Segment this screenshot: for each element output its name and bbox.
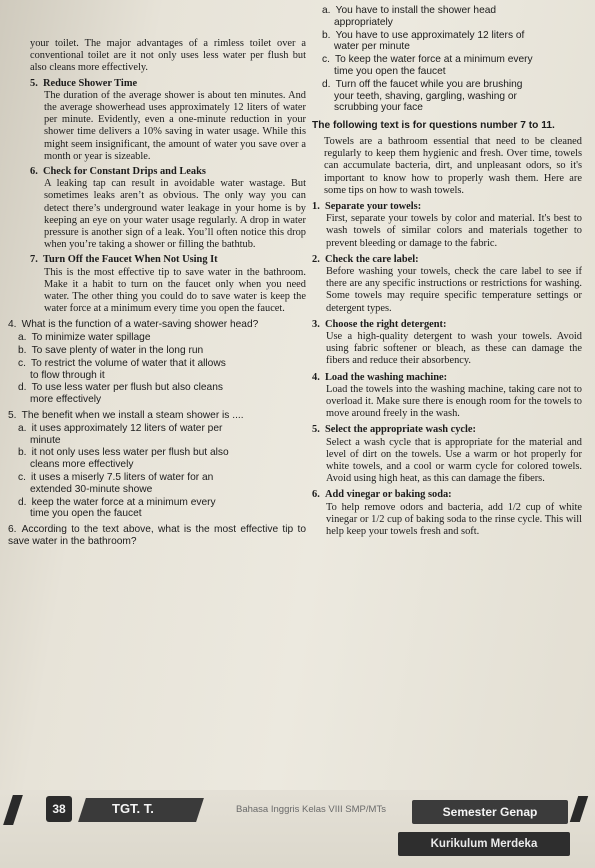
left-column bbox=[8, 38, 306, 548]
question-4-option-c-cont: to flow through it bbox=[30, 369, 105, 381]
question-6-option-b: b. You have to use approximately 12 liters of bbox=[322, 29, 525, 41]
question-5-option-a: a. it uses approximately 12 liters of water per bbox=[18, 422, 223, 434]
towel-tip-title: 4. Load the washing machine: bbox=[312, 371, 448, 383]
question-6-stem: 6. According to the text above, what is the most effective tip to save water in the bathroom? bbox=[8, 524, 306, 548]
towel-tip-5 bbox=[312, 424, 582, 485]
question-5-option-b: b. it not only uses less water per flush but also bbox=[18, 447, 229, 459]
rimless-toilet-text: your toilet. The major advantages of a rimless toilet over a conventional toilet are it not only uses less water per flush but also cleans more effectively. bbox=[30, 38, 306, 74]
right-column bbox=[312, 4, 582, 538]
question-6-option-c: c. To keep the water force at a minimum every bbox=[322, 54, 533, 66]
section-7-title: 7. Turn Off the Faucet When Not Using It bbox=[30, 254, 218, 266]
question-5-option-c: c. it uses a miserly 7.5 liters of water for an bbox=[18, 472, 214, 484]
question-4-stem: 4. What is the function of a water-saving shower head? bbox=[8, 319, 259, 331]
page-number: 38 bbox=[46, 796, 72, 822]
towel-tip-title: 3. Choose the right detergent: bbox=[312, 318, 447, 330]
question-5-option-a-cont: minute bbox=[30, 434, 61, 446]
question-5-option-d: d. keep the water force at a minimum every bbox=[18, 496, 216, 508]
towel-tip-4 bbox=[312, 372, 582, 421]
question-5-option-d-cont: time you open the faucet bbox=[30, 508, 142, 520]
towel-tip-6 bbox=[312, 489, 582, 538]
question-5-option-b-cont: cleans more effectively bbox=[30, 459, 134, 471]
section-5-title: 5. Reduce Shower Time bbox=[30, 77, 138, 89]
section-5-body: The duration of the average shower is about ten minutes. And the average showerhead uses approximately 12 liters of water per minute. Evidently, even a one-minute reduction in your shower time delivers a 10% saving in water usage. While this might seem insignificant, the amount of water you save over a month or year is sizeable. bbox=[44, 89, 306, 162]
towel-tip-body: Before washing your towels, check the care label to see if there are any specific instructions or restrictions for washing. Some towels may require specific temperature settings or detergent types. bbox=[326, 266, 582, 314]
section-6-title: 6. Check for Constant Drips and Leaks bbox=[30, 166, 206, 178]
towel-tip-title: 6. Add vinegar or baking soda: bbox=[312, 489, 452, 501]
questions-block bbox=[8, 319, 306, 547]
section-7-body: This is the most effective tip to save water in the bathroom. Make it a habit to turn on the faucet only when you need water. The other thing you could do to save water is keep the water force at a minimum every time you open the faucet. bbox=[44, 266, 306, 315]
towel-tip-body: First, separate your towels by color and material. It's best to wash towels of similar colors and materials together to prevent bleeding or damage to the fabric. bbox=[326, 213, 582, 249]
question-6-option-c-cont: time you open the faucet bbox=[334, 65, 446, 77]
question-4-option-d: d. To use less water per flush but also cleans bbox=[18, 382, 223, 394]
towel-tip-2 bbox=[312, 254, 582, 315]
semester-badge: Semester Genap bbox=[412, 800, 568, 824]
towel-tip-body: To help remove odors and bacteria, add 1/2 cup of white vinegar or 1/2 cup of baking soda to the rinse cycle. This will help keep your towels fresh and soft. bbox=[326, 501, 582, 538]
section-6-body: A leaking tap can result in avoidable water wastage. But sometimes leaks aren’t as obvious. The only way you can detect there’s underground water leakage in your home is by keeping an eye on your water usage regularly. A drop in water pressure is another sign of a leak. You’ll often notice this drop when you’re taking a shower or filling the bathtub. bbox=[44, 178, 306, 251]
towel-tip-body: Select a wash cycle that is appropriate for the material and level of dirt on the towels. Use a warm or hot properly for white towels, and a cool or warm cycle for colored towels. Avoid using high heat, as this can damage the fibers. bbox=[326, 436, 582, 485]
question-4-option-a: a. To minimize water spillage bbox=[18, 332, 151, 344]
towel-tips-list bbox=[312, 201, 582, 538]
towel-tip-body: Use a high-quality detergent to wash your towels. Avoid using fabric softener or bleach, as these can damage the fibers and reduce their absorbency. bbox=[326, 331, 582, 367]
question-6-option-d-cont2: scrubbing your face bbox=[334, 102, 423, 114]
question-4-option-d-cont: more effectively bbox=[30, 394, 102, 406]
question-4-option-c: c. To restrict the volume of water that it allows bbox=[18, 357, 226, 369]
book-title: Bahasa Inggris Kelas VIII SMP/MTs bbox=[236, 804, 386, 815]
towel-tip-3 bbox=[312, 319, 582, 368]
question-6-option-b-cont: water per minute bbox=[334, 41, 410, 53]
text-instruction: The following text is for questions number 7 to 11. bbox=[312, 120, 555, 132]
question-5-option-c-cont: extended 30-minute showe bbox=[30, 483, 153, 495]
question-5-stem: 5. The benefit when we install a steam shower is .... bbox=[8, 410, 244, 422]
towel-intro: Towels are a bathroom essential that need to be cleaned regularly to keep them hygienic and fresh. Over time, towels can accumulate bacteria, dirt, and unpleasant odors, so it's important to know how to properly wash them. Here are some tips on how to wash towels. bbox=[324, 135, 582, 196]
question-6-options bbox=[312, 5, 582, 114]
towel-tip-body: Load the towels into the washing machine, taking care not to overload it. Make sure there is enough room for the towels to move around freely in the wash. bbox=[326, 383, 582, 420]
series-label: TGT. T. bbox=[112, 801, 154, 816]
question-6-option-d-cont: your teeth, shaving, gargling, washing or bbox=[334, 90, 517, 102]
towel-tip-title: 1. Separate your towels: bbox=[312, 200, 422, 212]
towel-tip-title: 2. Check the care label: bbox=[312, 253, 419, 265]
question-4-option-b: b. To save plenty of water in the long run bbox=[18, 345, 204, 357]
towel-tip-title: 5. Select the appropriate wash cycle: bbox=[312, 424, 477, 436]
question-6-option-d: d. Turn off the faucet while you are brushing bbox=[322, 78, 523, 90]
question-6-option-a-cont: appropriately bbox=[334, 16, 393, 28]
curriculum-badge: Kurikulum Merdeka bbox=[398, 832, 570, 856]
towel-tip-1 bbox=[312, 201, 582, 250]
question-6-option-a: a. You have to install the shower head bbox=[322, 5, 497, 16]
